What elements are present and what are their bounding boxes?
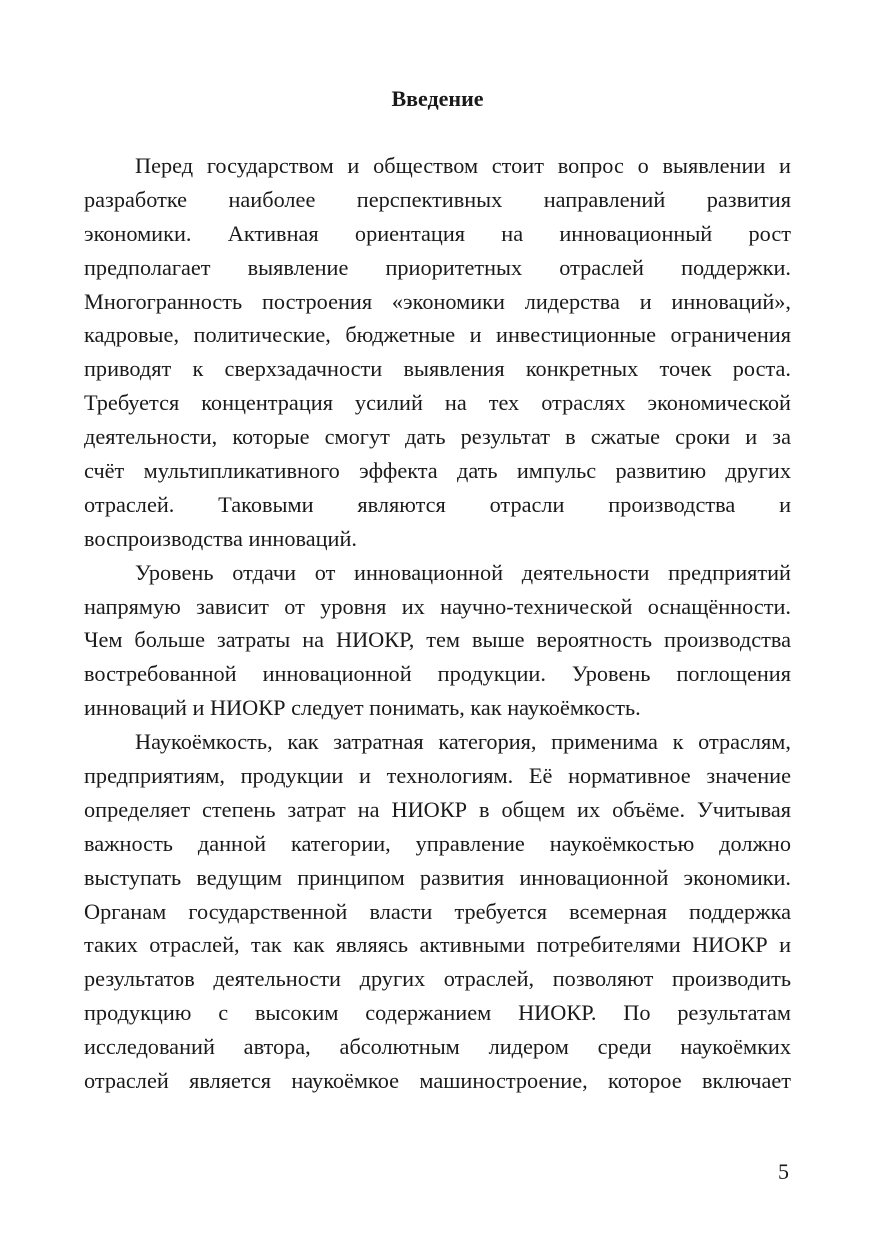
text-line: продукцию с высоким содержанием НИОКР. По результатам (84, 1000, 791, 1026)
text-line: счёт мультипликативного эффекта дать импульс развитию других (84, 458, 791, 484)
paragraph (84, 556, 791, 725)
text-line: отраслей является наукоёмкое машиностроение, которое включает (84, 1068, 791, 1094)
text-line: экономики. Активная ориентация на инновационный рост (84, 220, 791, 246)
text-line: Требуется концентрация усилий на тех отраслях экономической (84, 390, 791, 416)
section-heading: Введение (391, 86, 484, 111)
body-text (84, 149, 791, 1098)
text-line: деятельности, которые смогут дать результат в сжатые сроки и за (84, 424, 791, 450)
text-line: напрямую зависит от уровня их научно-технической оснащённости. (84, 593, 791, 619)
text-line: разработке наиболее перспективных направлений развития (84, 186, 791, 212)
text-line: предприятиям, продукции и технологиям. Её нормативное значение (84, 763, 791, 789)
text-line: востребованной инновационной продукции. Уровень поглощения (84, 661, 791, 687)
text-line: отраслей. Таковыми являются отрасли производства и (84, 491, 791, 517)
text-line: инноваций и НИОКР следует понимать, как наукоёмкость. (84, 695, 641, 721)
document-page (84, 82, 791, 1098)
text-line: предполагает выявление приоритетных отраслей поддержки. (84, 254, 791, 280)
text-line: воспроизводства инноваций. (84, 525, 357, 551)
text-line: Перед государством и обществом стоит вопрос о выявлении и (135, 153, 791, 178)
text-line: результатов деятельности других отраслей, позволяют производить (84, 966, 791, 992)
text-line: Многогранность построения «экономики лидерства и инноваций», (84, 288, 791, 314)
text-line: Наукоёмкость, как затратная категория, применима к отраслям, (135, 729, 791, 755)
text-line: исследований автора, абсолютным лидером среди наукоёмких (84, 1034, 791, 1060)
text-line: Уровень отдачи от инновационной деятельности предприятий (135, 559, 791, 585)
paragraph (84, 725, 791, 1098)
page-number: 5 (778, 1159, 789, 1184)
text-line: приводят к сверхзадачности выявления конкретных точек роста. (84, 356, 791, 382)
text-line: важность данной категории, управление наукоёмкостью должно (84, 830, 791, 856)
text-line: определяет степень затрат на НИОКР в общем их объёме. Учитывая (84, 796, 791, 822)
text-line: Чем больше затраты на НИОКР, тем выше вероятность производства (84, 627, 791, 653)
text-line: Органам государственной власти требуется всемерная поддержка (84, 898, 791, 924)
paragraph (84, 149, 791, 556)
text-line: таких отраслей, так как являясь активными потребителями НИОКР и (84, 932, 791, 958)
text-line: кадровые, политические, бюджетные и инвестиционные ограничения (84, 322, 791, 348)
text-line: выступать ведущим принципом развития инновационной экономики. (84, 864, 791, 890)
